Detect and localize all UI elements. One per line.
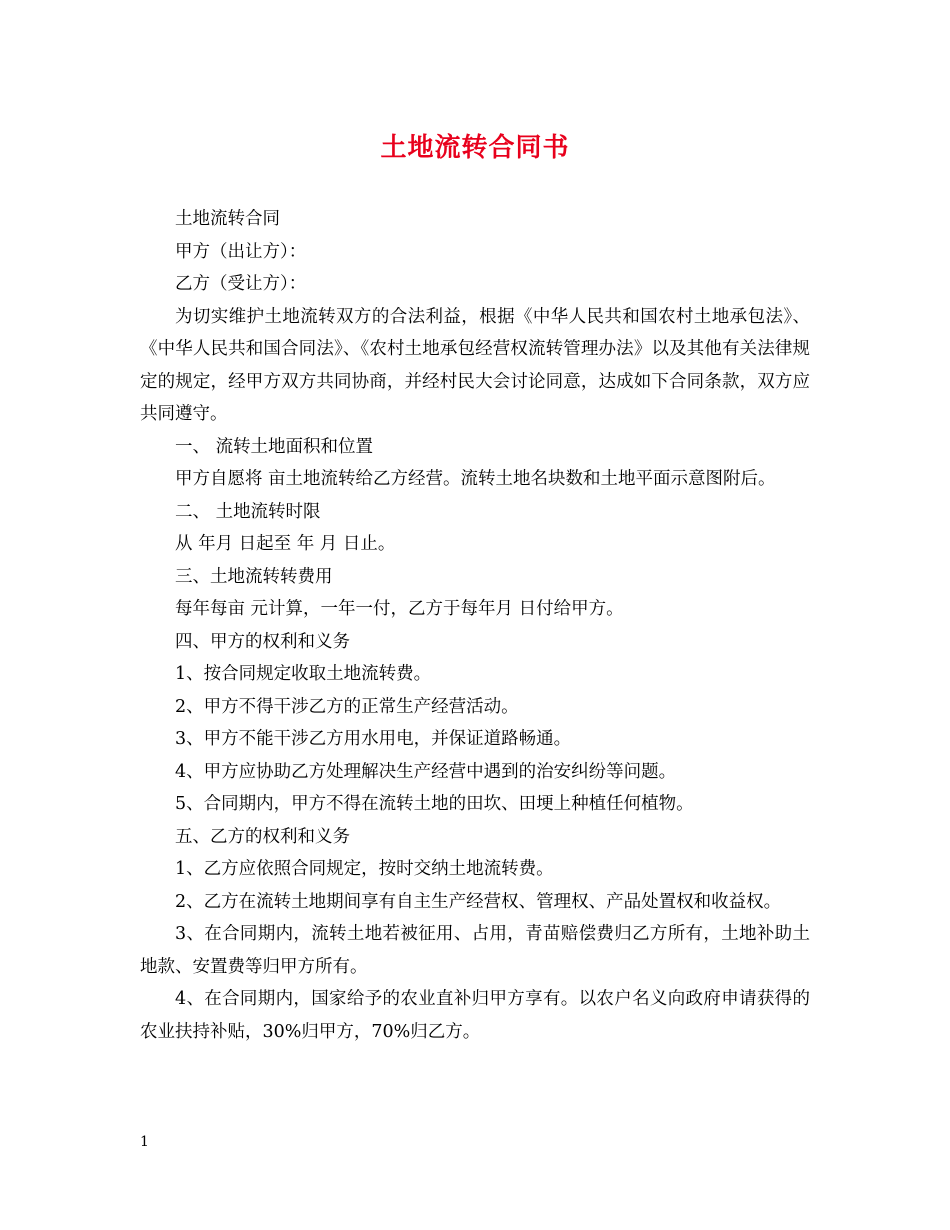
section-heading: 四、甲方的权利和义务 bbox=[175, 631, 350, 652]
paragraph: 为切实维护土地流转双方的合法利益，根据《中华人民共和国农村土地承包法》、《中华人民共和国合同法》、《农村土地承包经营权流转管理办法》以及其他有关法律规定的规定，经甲方双方共同协商，并经村民大会讨论同意，达成如下合同条款，双方应共同遵守。 bbox=[140, 306, 810, 424]
list-item: 2、乙方在流转土地期间享有自主生产经营权、管理权、产品处置权和收益权。 bbox=[175, 891, 782, 912]
paragraph: 每年每亩 元计算，一年一付，乙方于每年月 日付给甲方。 bbox=[175, 599, 624, 619]
paragraph: 甲方（出让方）： bbox=[175, 241, 307, 262]
document-body bbox=[140, 203, 810, 1048]
paragraph: 从 年月 日起至 年 月 日止。 bbox=[175, 534, 396, 554]
list-item: 3、甲方不能干涉乙方用水用电，并保证道路畅通。 bbox=[175, 729, 572, 749]
list-item: 2、甲方不得干涉乙方的正常生产经营活动。 bbox=[175, 696, 519, 717]
document-title: 土地流转合同书 bbox=[380, 133, 570, 163]
paragraph: 甲方自愿将 亩土地流转给乙方经营。流转土地名块数和土地平面示意图附后。 bbox=[175, 469, 776, 489]
section-heading: 五、乙方的权利和义务 bbox=[175, 826, 350, 847]
page-number: 1 bbox=[140, 1134, 149, 1150]
section-heading: 二、 土地流转时限 bbox=[175, 501, 321, 522]
section-heading: 一、 流转土地面积和位置 bbox=[175, 436, 374, 457]
list-item: 4、甲方应协助乙方处理解决生产经营中遇到的治安纠纷等问题。 bbox=[175, 761, 677, 782]
list-item: 1、按合同规定收取土地流转费。 bbox=[175, 664, 432, 684]
paragraph: 土地流转合同 bbox=[175, 209, 280, 229]
list-item: 4、在合同期内，国家给予的农业直补归甲方享有。以农户名义向政府申请获得的农业扶持补贴，30%归甲方，70%归乙方。 bbox=[140, 989, 810, 1042]
list-item: 5、合同期内，甲方不得在流转土地的田坎、田埂上种植任何植物。 bbox=[175, 794, 694, 814]
list-item: 3、在合同期内，流转土地若被征用、占用，青苗赔偿费归乙方所有，土地补助土地款、安置费等归甲方所有。 bbox=[140, 924, 810, 977]
section-heading: 三、土地流转转费用 bbox=[175, 566, 333, 587]
paragraph: 乙方（受让方）： bbox=[175, 274, 307, 294]
list-item: 1、乙方应依照合同规定，按时交纳土地流转费。 bbox=[175, 859, 554, 879]
